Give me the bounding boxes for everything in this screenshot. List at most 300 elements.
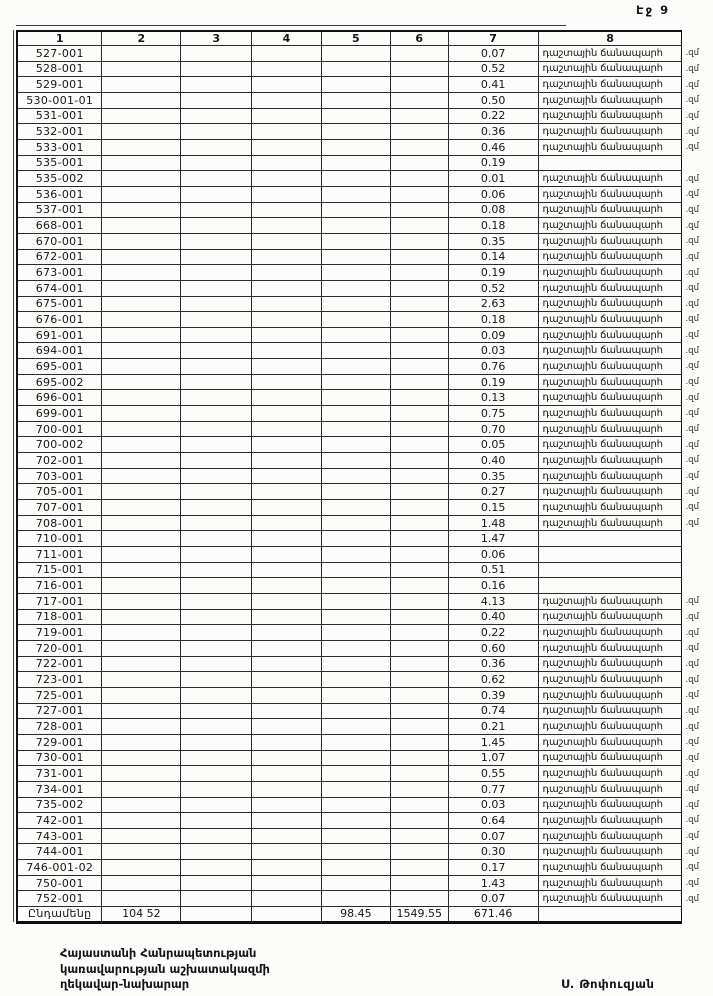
empty-cell (252, 108, 322, 124)
land-type-cell: դաշտային ճանապարհ (538, 186, 682, 202)
area-value-cell: 0.03 (448, 343, 538, 359)
code-cell: 744-001 (17, 844, 102, 860)
code-cell: 734-001 (17, 781, 102, 797)
empty-cell (390, 186, 448, 202)
area-value-cell: 0.21 (448, 719, 538, 735)
empty-cell (102, 531, 181, 547)
code-cell: 533-001 (17, 139, 102, 155)
empty-cell (252, 124, 322, 140)
empty-cell (252, 46, 322, 62)
empty-cell (252, 343, 322, 359)
empty-cell (252, 891, 322, 907)
margin-note: .զմ (685, 658, 699, 669)
area-value-cell: 0.22 (448, 625, 538, 641)
top-divider-line (16, 25, 566, 26)
land-type-cell: դաշտային ճանապարհ (538, 797, 682, 813)
empty-cell (102, 390, 181, 406)
empty-cell (252, 875, 322, 891)
empty-cell (252, 547, 322, 563)
empty-cell (102, 139, 181, 155)
empty-cell (321, 77, 390, 93)
empty-cell (252, 860, 322, 876)
table-row (17, 781, 712, 797)
code-cell: 695-001 (17, 359, 102, 375)
area-value-cell: 0.13 (448, 390, 538, 406)
margin-note: .զմ (685, 126, 699, 137)
empty-cell (102, 797, 181, 813)
area-value-cell: 0.76 (448, 359, 538, 375)
land-type-cell: դաշտային ճանապարհ (538, 640, 682, 656)
empty-cell (390, 327, 448, 343)
empty-cell (321, 781, 390, 797)
margin-note: .զմ (685, 63, 699, 74)
code-cell: 532-001 (17, 124, 102, 140)
empty-cell (102, 656, 181, 672)
empty-cell (390, 734, 448, 750)
margin-note: .զմ (685, 862, 699, 873)
empty-cell (321, 844, 390, 860)
area-value-cell: 0.06 (448, 186, 538, 202)
margin-note: .զմ (685, 48, 699, 59)
table-row (17, 640, 712, 656)
margin-note: .զմ (685, 752, 699, 763)
empty-cell (102, 218, 181, 234)
land-type-cell: դաշտային ճանապարհ (538, 46, 682, 62)
empty-cell (390, 500, 448, 516)
code-cell: 711-001 (17, 547, 102, 563)
land-type-cell (538, 547, 682, 563)
table-row (17, 797, 712, 813)
empty-cell (181, 233, 252, 249)
empty-cell (181, 374, 252, 390)
empty-cell (390, 343, 448, 359)
margin-spacer (682, 31, 712, 46)
empty-cell (321, 296, 390, 312)
empty-cell (321, 578, 390, 594)
empty-cell (102, 625, 181, 641)
empty-cell (321, 891, 390, 907)
empty-cell (181, 437, 252, 453)
empty-cell (181, 46, 252, 62)
empty-cell (102, 453, 181, 469)
area-value-cell: 0.77 (448, 781, 538, 797)
land-type-cell: դաշտային ճանապարհ (538, 687, 682, 703)
empty-cell (390, 124, 448, 140)
empty-cell (321, 593, 390, 609)
empty-cell (321, 280, 390, 296)
code-cell: 705-001 (17, 484, 102, 500)
area-value-cell: 0.09 (448, 327, 538, 343)
table-row (17, 46, 712, 62)
land-type-cell: դաշտային ճանապարհ (538, 891, 682, 907)
code-cell: 702-001 (17, 453, 102, 469)
area-value-cell: 0.06 (448, 547, 538, 563)
empty-cell (390, 202, 448, 218)
issuer-block (60, 946, 270, 993)
empty-cell (252, 687, 322, 703)
code-cell: Ընդամենը (17, 907, 102, 923)
empty-cell (390, 531, 448, 547)
land-type-cell (538, 907, 682, 923)
empty-cell (102, 327, 181, 343)
margin-note: .զմ (685, 705, 699, 716)
empty-cell (321, 828, 390, 844)
code-cell: 672-001 (17, 249, 102, 265)
margin-note: .զմ (685, 330, 699, 341)
land-type-cell: դաշտային ճանապարհ (538, 656, 682, 672)
land-type-cell: դաշտային ճանապարհ (538, 515, 682, 531)
column-header-5: 5 (321, 31, 390, 46)
empty-cell (181, 687, 252, 703)
empty-cell (321, 875, 390, 891)
table-row (17, 77, 712, 93)
empty-cell (181, 562, 252, 578)
land-type-cell: դաշտային ճանապարհ (538, 390, 682, 406)
empty-cell (102, 703, 181, 719)
empty-cell (181, 797, 252, 813)
code-cell: 668-001 (17, 218, 102, 234)
area-value-cell: 0.62 (448, 672, 538, 688)
empty-cell (181, 734, 252, 750)
table-row (17, 233, 712, 249)
empty-cell (181, 547, 252, 563)
empty-cell (181, 640, 252, 656)
empty-cell (102, 766, 181, 782)
empty-cell (321, 312, 390, 328)
table-row (17, 515, 712, 531)
empty-cell (390, 374, 448, 390)
empty-cell (321, 92, 390, 108)
margin-note (682, 531, 712, 547)
empty-cell (390, 891, 448, 907)
area-value-cell: 0.36 (448, 656, 538, 672)
empty-cell (252, 155, 322, 171)
area-value-cell: 0.18 (448, 218, 538, 234)
column-header-2: 2 (102, 31, 181, 46)
empty-cell (321, 750, 390, 766)
code-cell: 700-002 (17, 437, 102, 453)
empty-cell (102, 734, 181, 750)
empty-cell (252, 562, 322, 578)
empty-cell (102, 92, 181, 108)
empty-cell (390, 860, 448, 876)
empty-cell (181, 406, 252, 422)
empty-cell (321, 374, 390, 390)
empty-cell (321, 186, 390, 202)
empty-cell (181, 531, 252, 547)
margin-note: .զմ (685, 283, 699, 294)
empty-cell (252, 92, 322, 108)
empty-cell (252, 609, 322, 625)
empty-cell (252, 703, 322, 719)
table-row (17, 421, 712, 437)
empty-cell (102, 672, 181, 688)
margin-note: .զմ (685, 173, 699, 184)
empty-cell (102, 202, 181, 218)
table-row (17, 813, 712, 829)
area-value-cell: 0.36 (448, 124, 538, 140)
table-row (17, 484, 712, 500)
empty-cell (390, 453, 448, 469)
table-row (17, 218, 712, 234)
empty-cell (390, 703, 448, 719)
empty-cell (102, 61, 181, 77)
empty-cell (321, 390, 390, 406)
empty-cell (252, 421, 322, 437)
margin-note (682, 155, 712, 171)
margin-note: .զմ (685, 142, 699, 153)
margin-note: .զմ (685, 878, 699, 889)
empty-cell (181, 844, 252, 860)
area-value-cell: 2.63 (448, 296, 538, 312)
code-cell: 730-001 (17, 750, 102, 766)
empty-cell (181, 813, 252, 829)
margin-note: .զմ (685, 267, 699, 278)
code-cell: 670-001 (17, 233, 102, 249)
land-type-cell: դաշտային ճանապարհ (538, 218, 682, 234)
table-row (17, 500, 712, 516)
empty-cell (321, 500, 390, 516)
table-row (17, 312, 712, 328)
empty-cell (321, 625, 390, 641)
land-type-cell: դաշտային ճանապարհ (538, 453, 682, 469)
code-cell: 710-001 (17, 531, 102, 547)
parcel-table (16, 30, 713, 924)
margin-note: .զմ (685, 439, 699, 450)
empty-cell (252, 312, 322, 328)
table-row (17, 609, 712, 625)
margin-note: .զմ (685, 314, 699, 325)
table-row (17, 155, 712, 171)
empty-cell (252, 468, 322, 484)
table-row (17, 750, 712, 766)
area-value-cell: 0.60 (448, 640, 538, 656)
land-type-cell: դաշտային ճանապարհ (538, 77, 682, 93)
empty-cell (321, 562, 390, 578)
area-value-cell: 0.35 (448, 468, 538, 484)
code-cell: 700-001 (17, 421, 102, 437)
land-type-cell: դաշտային ճանապարհ (538, 766, 682, 782)
margin-note: .զմ (685, 220, 699, 231)
area-value-cell: 0.01 (448, 171, 538, 187)
area-value-cell: 0.74 (448, 703, 538, 719)
issuer-line-3: ղեկավար-նախարար (60, 977, 190, 991)
empty-cell (102, 124, 181, 140)
empty-cell (321, 406, 390, 422)
table-row (17, 891, 712, 907)
table-row (17, 468, 712, 484)
code-cell: 717-001 (17, 593, 102, 609)
table-row (17, 343, 712, 359)
empty-cell (252, 781, 322, 797)
area-value-cell: 0.19 (448, 265, 538, 281)
empty-cell (390, 77, 448, 93)
table-row (17, 327, 712, 343)
code-cell: 695-002 (17, 374, 102, 390)
empty-cell (321, 672, 390, 688)
area-value-cell: 0.07 (448, 828, 538, 844)
empty-cell (321, 327, 390, 343)
area-value-cell: 0.64 (448, 813, 538, 829)
empty-cell (390, 108, 448, 124)
empty-cell (321, 171, 390, 187)
code-cell: 528-001 (17, 61, 102, 77)
table-row (17, 374, 712, 390)
land-type-cell: դաշտային ճանապարհ (538, 108, 682, 124)
code-cell: 537-001 (17, 202, 102, 218)
land-type-cell: դաշտային ճանապարհ (538, 265, 682, 281)
area-value-cell: 0.19 (448, 374, 538, 390)
empty-cell (181, 312, 252, 328)
area-value-cell: 0.39 (448, 687, 538, 703)
empty-cell (252, 61, 322, 77)
margin-note: .զմ (685, 799, 699, 810)
empty-cell (181, 249, 252, 265)
empty-cell (321, 46, 390, 62)
empty-cell (321, 703, 390, 719)
empty-cell (181, 453, 252, 469)
margin-note: .զմ (685, 737, 699, 748)
code-cell: 703-001 (17, 468, 102, 484)
land-type-cell: դաշտային ճանապարհ (538, 813, 682, 829)
empty-cell (252, 390, 322, 406)
empty-cell: 98.45 (321, 907, 390, 923)
code-cell: 529-001 (17, 77, 102, 93)
empty-cell (321, 468, 390, 484)
margin-note: .զմ (685, 408, 699, 419)
empty-cell (390, 515, 448, 531)
empty-cell (181, 500, 252, 516)
land-type-cell: դաշտային ճանապարհ (538, 202, 682, 218)
area-value-cell: 0.07 (448, 891, 538, 907)
empty-cell (252, 327, 322, 343)
empty-cell (181, 280, 252, 296)
empty-cell (102, 296, 181, 312)
margin-note: .զմ (685, 79, 699, 90)
area-value-cell: 0.03 (448, 797, 538, 813)
margin-note: .զմ (685, 95, 699, 106)
land-type-cell: դաշտային ճանապարհ (538, 233, 682, 249)
empty-cell (252, 750, 322, 766)
empty-cell (181, 218, 252, 234)
empty-cell (181, 359, 252, 375)
empty-cell (252, 171, 322, 187)
empty-cell (181, 625, 252, 641)
area-value-cell: 0.75 (448, 406, 538, 422)
empty-cell (181, 828, 252, 844)
empty-cell (321, 421, 390, 437)
empty-cell (321, 766, 390, 782)
area-value-cell: 0.35 (448, 233, 538, 249)
table-row (17, 390, 712, 406)
empty-cell (252, 813, 322, 829)
empty-cell (390, 593, 448, 609)
table-row (17, 139, 712, 155)
land-type-cell: դաշտային ճանապարհ (538, 593, 682, 609)
code-cell: 728-001 (17, 719, 102, 735)
empty-cell (102, 249, 181, 265)
margin-note: .զմ (685, 846, 699, 857)
table-row (17, 61, 712, 77)
empty-cell (252, 186, 322, 202)
empty-cell (390, 578, 448, 594)
empty-cell (390, 265, 448, 281)
area-value-cell: 0.08 (448, 202, 538, 218)
code-cell: 530-001-01 (17, 92, 102, 108)
empty-cell (102, 562, 181, 578)
empty-cell (390, 296, 448, 312)
margin-note: .զմ (685, 721, 699, 732)
empty-cell (181, 656, 252, 672)
code-cell: 742-001 (17, 813, 102, 829)
empty-cell (321, 813, 390, 829)
empty-cell (390, 359, 448, 375)
table-row (17, 828, 712, 844)
table-row (17, 625, 712, 641)
empty-cell: 1549.55 (390, 907, 448, 923)
area-value-cell: 1.45 (448, 734, 538, 750)
table-row (17, 766, 712, 782)
land-type-cell: դաշտային ճանապարհ (538, 500, 682, 516)
land-type-cell: դաշտային ճանապարհ (538, 468, 682, 484)
empty-cell (321, 265, 390, 281)
empty-cell (390, 406, 448, 422)
empty-cell (102, 593, 181, 609)
empty-cell (390, 625, 448, 641)
area-value-cell: 0.07 (448, 46, 538, 62)
table-body (17, 46, 712, 923)
margin-note: .զմ (685, 893, 699, 904)
table-row (17, 531, 712, 547)
land-type-cell: դաշտային ճանապարհ (538, 280, 682, 296)
code-cell: 708-001 (17, 515, 102, 531)
table-row (17, 860, 712, 876)
margin-note: .զմ (685, 361, 699, 372)
code-cell: 722-001 (17, 656, 102, 672)
empty-cell (252, 593, 322, 609)
land-type-cell: դաշտային ճանապարհ (538, 703, 682, 719)
issuer-line-1: Հայաստանի Հանրապետության (60, 946, 257, 960)
margin-note: .զմ (685, 345, 699, 356)
margin-note: .զմ (685, 611, 699, 622)
empty-cell (390, 797, 448, 813)
empty-cell (252, 844, 322, 860)
code-cell: 673-001 (17, 265, 102, 281)
empty-cell (102, 813, 181, 829)
empty-cell (390, 844, 448, 860)
margin-note: .զմ (685, 236, 699, 247)
empty-cell (102, 781, 181, 797)
land-type-cell: դաշտային ճանապարհ (538, 343, 682, 359)
land-type-cell (538, 155, 682, 171)
table-row (17, 844, 712, 860)
empty-cell (102, 828, 181, 844)
empty-cell (321, 640, 390, 656)
margin-note: .զմ (685, 424, 699, 435)
empty-cell (321, 155, 390, 171)
empty-cell (390, 218, 448, 234)
empty-cell (321, 609, 390, 625)
left-border-line (13, 30, 14, 922)
empty-cell (321, 249, 390, 265)
empty-cell (181, 92, 252, 108)
empty-cell (181, 108, 252, 124)
table-row (17, 875, 712, 891)
margin-note: .զմ (685, 110, 699, 121)
area-value-cell: 0.52 (448, 280, 538, 296)
area-value-cell: 0.22 (448, 108, 538, 124)
empty-cell (181, 327, 252, 343)
